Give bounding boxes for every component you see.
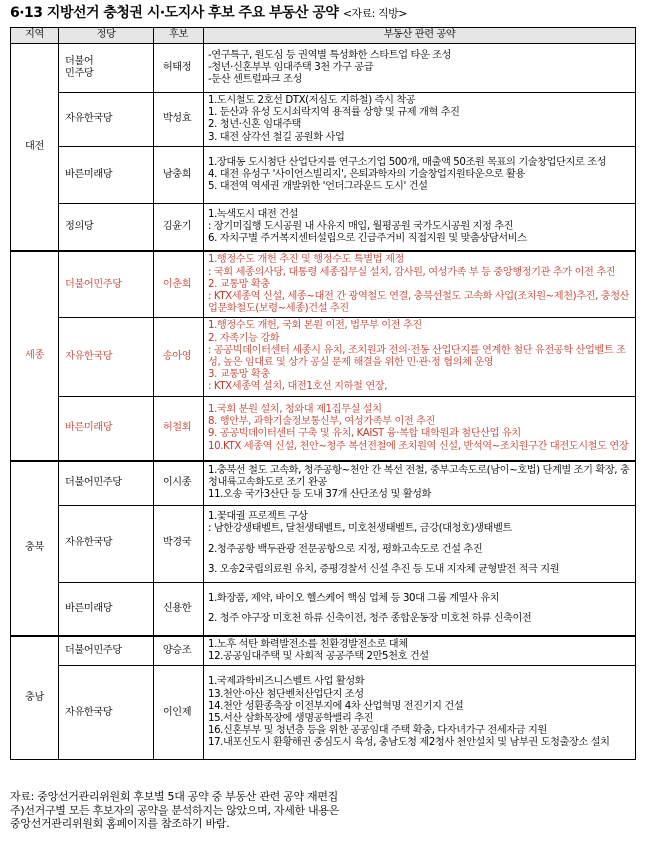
party-cell: 자유한국당 — [59, 93, 154, 147]
candidate-cell: 박성효 — [154, 93, 204, 147]
pledge-line: 6. 자치구별 주거복지센터설립으로 긴급주거비 직접지원 및 맞춤상담서비스 — [208, 233, 527, 245]
footer-line: 중앙선거관리위원회 홈페이지를 참조하기 바람. — [10, 817, 230, 830]
candidate-cell: 김윤기 — [154, 203, 204, 251]
table-row — [11, 203, 636, 251]
pledge-cell — [204, 636, 636, 666]
pledge-cell — [204, 203, 636, 251]
pledge-cell — [204, 505, 636, 582]
table-row — [11, 636, 636, 666]
pledge-line: 1.꽃대궐 프로젝트 구상 — [208, 511, 308, 523]
table-row — [11, 396, 636, 461]
pledge-line: : 국회 세종의사당, 대통령 세종집무실 설치, 감사원, 여성가족 부 등 중앙행정기관 추가 이전 추진 — [208, 266, 616, 278]
party-cell: 정의당 — [59, 203, 154, 251]
pledge-line: 2. 교통망 확충 — [208, 278, 270, 290]
pledge-line — [208, 556, 631, 564]
pledge-line: 3. 대전 삼각선 철길 공원화 사업 — [208, 131, 345, 143]
header-pledges: 부동산 관련 공약 — [204, 28, 636, 44]
party-cell: 바른미래당 — [59, 396, 154, 461]
candidate-cell: 이시종 — [154, 461, 204, 505]
party-cell: 더불어민주당 — [59, 636, 154, 666]
pledge-line: 1.노후 석탄 화력발전소를 친환경발전소로 대체 — [208, 639, 408, 651]
footer-note — [10, 790, 339, 831]
pledge-line: : KTX세종역 설치, 대전1호선 지하철 연장, — [208, 381, 388, 393]
pledge-line: 16.신혼부부 및 청년층 등을 위한 공공임대 주택 확충, 다자녀가구 전세자금 지원 — [208, 725, 547, 737]
pledge-line: : 공공빅데이터센터 세종시 유치, 조치원과 전의·전동 산업단지를 연계한 첨단 유전공학 산업벨트 조성, 높은 임대료 및 상가 공실 문제 해결을 위한 민·관·정 협의체 운영 — [208, 344, 626, 368]
pledge-line: 4. 대전 유성구 '사이언스빌리지', 은퇴과학자의 기술창업지원타운으로 활용 — [208, 168, 525, 180]
pledge-cell — [204, 251, 636, 318]
pledge-line: 1.녹색도시 대전 건설 — [208, 208, 299, 220]
pledge-cell — [204, 461, 636, 505]
pledge-line: 1.장대동 도시첨단 산업단지를 연구소기업 500개, 매출액 50조원 목표의 기술창업단지로 조성 — [208, 156, 607, 168]
pledge-line: : 남한강생태벨트, 달천생태벨트, 미호천생태벨트, 금강(대청호)생태벨트 — [208, 523, 512, 535]
party-cell: 더불어민주당 — [59, 251, 154, 318]
footer-line: 자료: 중앙선거관리위원회 후보별 5대 공약 중 부동산 관련 공약 재편집 — [10, 790, 338, 803]
footer-line: 주)선거구별 모든 후보자의 공약을 분석하지는 않았으며, 자세한 내용은 — [10, 803, 340, 817]
candidate-cell: 이춘희 — [154, 251, 204, 318]
party-cell: 바른미래당 — [59, 146, 154, 203]
pledge-line: 8. 행안부, 과학기술정보통신부, 여성가족부 이전 추진 — [208, 416, 436, 428]
candidate-cell: 이인제 — [154, 666, 204, 760]
header-party: 정당 — [59, 28, 154, 44]
pledge-line: -연구특구, 원도심 등 권역별 특성화한 스타트업 타운 조성 — [208, 49, 452, 61]
pledge-line: 1.행정수도 개헌, 국회 본원 이전, 법무부 이전 추진 — [208, 320, 422, 332]
candidate-cell: 허태정 — [154, 44, 204, 93]
candidate-cell: 양승조 — [154, 636, 204, 666]
candidate-cell: 송아영 — [154, 318, 204, 396]
pledge-line: 9. 공공빅데이터센터 구축 및 유치, KAIST 융·복합 대학원과 첨단산업 유치 — [208, 428, 521, 440]
candidate-cell: 허철회 — [154, 396, 204, 461]
region-cell: 충남 — [11, 636, 59, 760]
pledge-cell — [204, 396, 636, 461]
pledge-line: 3. 교통망 확충 — [208, 369, 270, 381]
pledge-line: 1.도시철도 2호선 DTX(저심도 지하철) 즉시 착공 — [208, 95, 416, 106]
candidate-cell: 박경국 — [154, 505, 204, 582]
pledge-line: 2. 자족기능 강화 — [208, 332, 280, 344]
party-cell: 자유한국당 — [59, 505, 154, 582]
pledge-line: : 장기미집행 도시공원 내 사유지 매입, 월평공원 국가도시공원 지정 추진 — [208, 220, 514, 232]
table-header-row — [11, 28, 636, 44]
pledge-line: -청년·신혼부부 임대주택 3천 가구 공급 — [208, 61, 374, 73]
pledge-line: 15.서산 삼화목장에 생명공학밸리 추진 — [208, 712, 374, 724]
pledge-line: 5. 대전역 역세권 개발위한 '언더그라운드 도시' 건설 — [208, 180, 428, 192]
pledge-cell — [204, 93, 636, 147]
pledge-line: 1.국회 분원 설치, 청와대 제1집무실 설치 — [208, 403, 382, 415]
party-cell: 바른미래당 — [59, 582, 154, 636]
pledge-line: 1. 둔산과 유성 도시쇠락지역 용적률 상향 및 규제 개혁 추진 — [208, 107, 460, 119]
party-cell: 자유한국당 — [59, 318, 154, 396]
pledge-line — [208, 536, 631, 544]
header-region: 지역 — [11, 28, 59, 44]
pledge-line: -둔산 센트럴파크 조성 — [208, 74, 302, 86]
region-cell: 대전 — [11, 44, 59, 252]
title-text: 6·13 지방선거 충청권 시·도지사 후보 주요 부동산 공약 — [10, 5, 339, 21]
pledge-line: : KTX세종역 신설, 세종~대전 간 광역철도 연결, 충북선철도 고속화 사업(조치원~제천)추진, 충청산업문화철도(보령~세종)건설 추진 — [208, 290, 630, 315]
pledge-line — [208, 605, 631, 613]
party-cell: 더불어민주당 — [59, 461, 154, 505]
pledge-line: 10.KTX 세종역 신설, 천안~청주 복선전철에 조치원역 신설, 반석역~조치원구간 대전도시철도 연장 — [208, 440, 629, 452]
table-row — [11, 461, 636, 505]
pledge-line: 11.오송 국가3산단 등 도내 37개 산단조성 및 활성화 — [208, 489, 432, 501]
pledge-line: 2.청주공항 백두관광 전문공항으로 지정, 평화고속도로 건설 추진 — [208, 543, 483, 555]
candidate-cell: 남충희 — [154, 146, 204, 203]
table-row — [11, 146, 636, 203]
table-row — [11, 505, 636, 582]
table-row — [11, 93, 636, 147]
pledge-cell — [204, 582, 636, 636]
table-row — [11, 251, 636, 318]
pledge-cell — [204, 666, 636, 760]
pledge-line: 1.충북선 철도 고속화, 청주공항~천안 간 복선 전철, 중부고속도로(남이~호법) 단계별 조기 확장, 충청내륙고속화도로 조기 완공 — [208, 464, 630, 489]
pledge-cell — [204, 146, 636, 203]
party-cell: 더불어 민주당 — [59, 44, 154, 93]
pledge-cell — [204, 44, 636, 93]
pledge-line: 12.공공임대주택 및 사회적 공공주택 2만5천호 건설 — [208, 651, 429, 663]
table-row — [11, 44, 636, 93]
pledge-cell — [204, 318, 636, 396]
table-row — [11, 666, 636, 760]
pledge-line: 2. 청년·신혼 임대주택 — [208, 119, 301, 131]
table-row — [11, 318, 636, 396]
page-title — [10, 2, 407, 22]
pledge-table — [10, 27, 636, 760]
pledge-line: 13.천안·아산 첨단벤처산업단지 조성 — [208, 688, 364, 700]
source-label: <자료: 직방> — [342, 7, 407, 20]
pledge-line: 1.화장품, 제약, 바이오 헬스케어 핵심 업체 등 30대 그룹 계열사 유치 — [208, 592, 500, 604]
pledge-line: 1.행정수도 개헌 추진 및 행정수도 특별법 제정 — [208, 254, 404, 266]
header-candidate: 후보 — [154, 28, 204, 44]
pledge-line: 14.천안 성환종축장 이전부지에 4차 산업혁명 전진기지 건설 — [208, 700, 464, 712]
region-cell: 세종 — [11, 251, 59, 461]
party-cell: 자유한국당 — [59, 666, 154, 760]
pledge-line: 2. 청주 야구장 미호천 하류 신축이전, 청주 종합운동장 미호천 하류 신축이전 — [208, 612, 532, 624]
candidate-cell: 신용한 — [154, 582, 204, 636]
region-cell: 충북 — [11, 461, 59, 636]
pledge-line: 1.국제과학비즈니스벨트 사업 활성화 — [208, 676, 365, 688]
table-row — [11, 582, 636, 636]
pledge-line: 3. 오송2국립의료원 유치, 증평경찰서 신설 추진 등 도내 지자체 균형발전 적극 지원 — [208, 563, 560, 575]
pledge-line: 17.내포신도시 환황해권 중심도시 육성, 충남도청 제2청사 천안설치 및 남부권 도청출장소 설치 — [208, 737, 610, 749]
table-body — [11, 44, 636, 760]
